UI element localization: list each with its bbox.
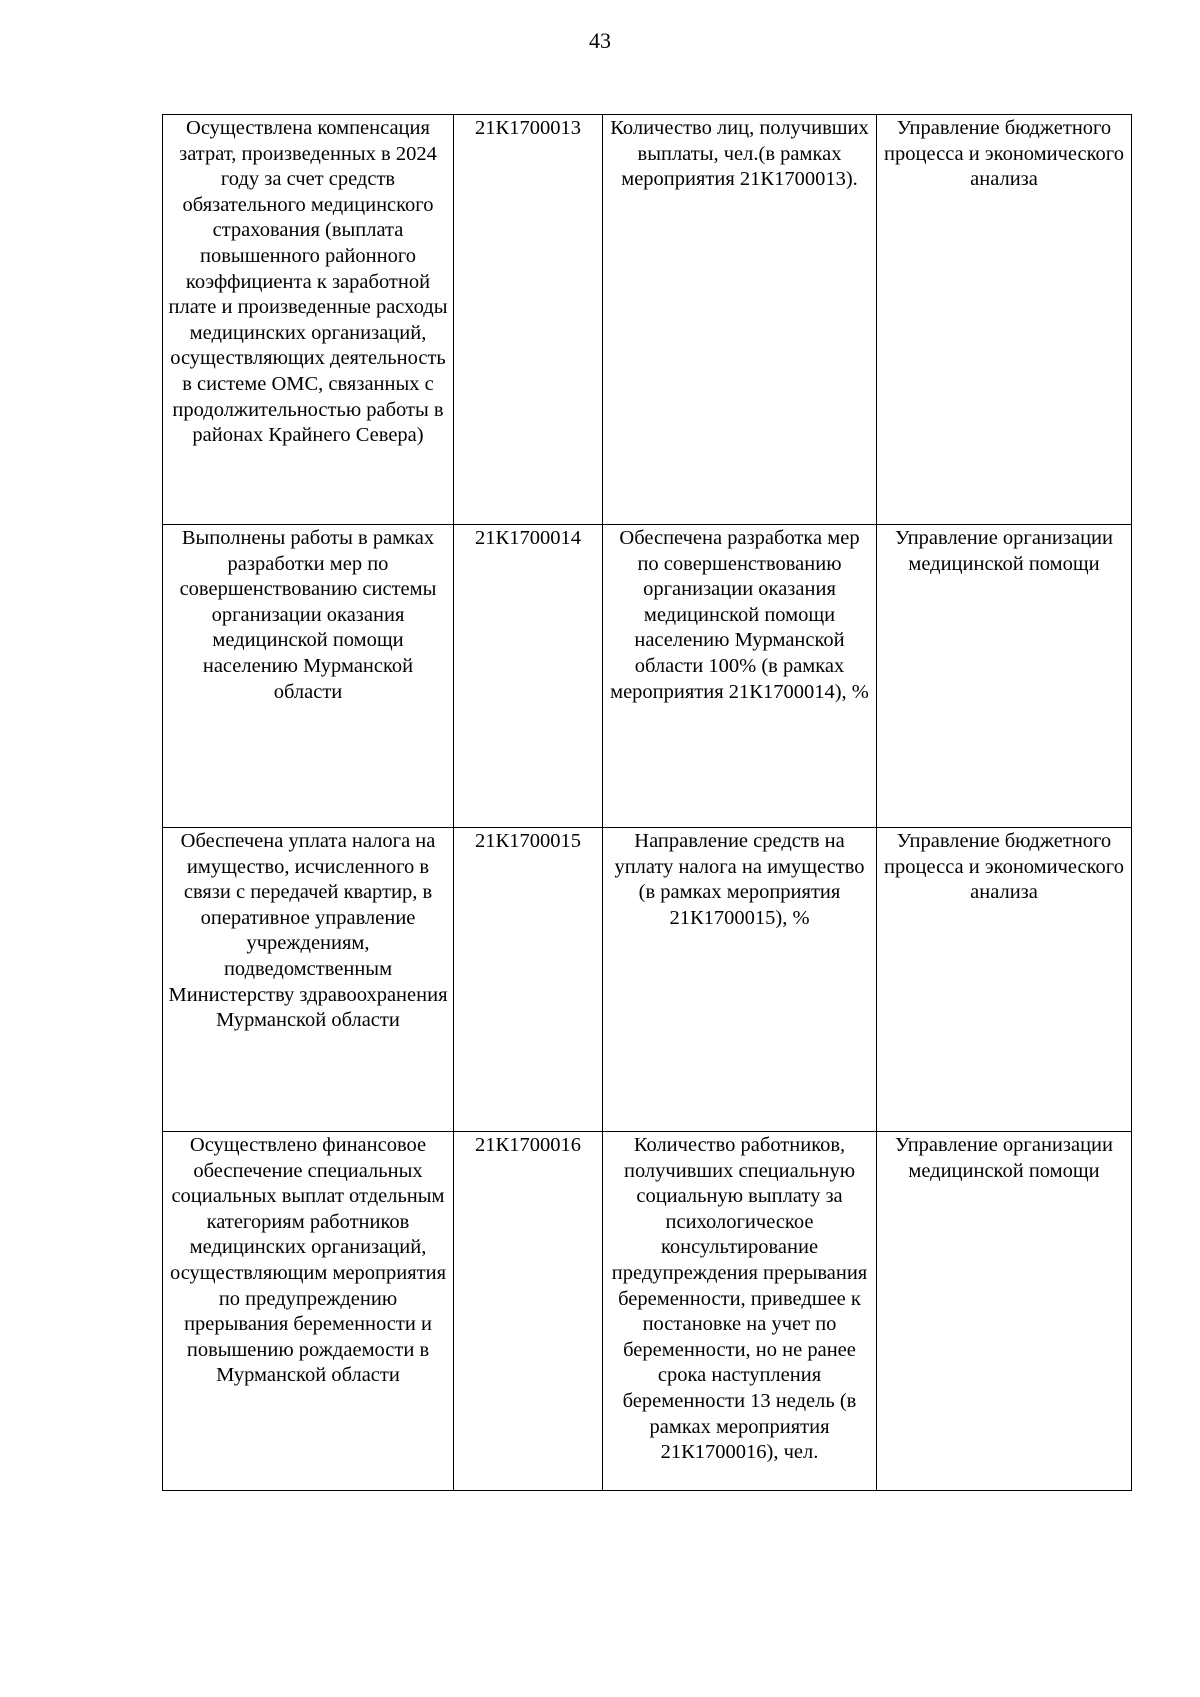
task-cell: Обеспечена уплата налога на имущество, исчисленного в связи с передачей квартир, в оперативное управление учреждениям, подведомственным Министерству здравоохранения Мурманской области [163,828,454,1132]
responsible-cell: Управление бюджетного процесса и экономического анализа [877,828,1132,1132]
code-cell: 21К1700016 [454,1132,603,1491]
code-cell: 21К1700013 [454,115,603,525]
responsible-cell: Управление организации медицинской помощи [877,1132,1132,1491]
code-cell: 21К1700014 [454,525,603,828]
responsible-cell: Управление бюджетного процесса и экономического анализа [877,115,1132,525]
table-row [163,1132,1132,1491]
task-cell: Осуществлено финансовое обеспечение специальных социальных выплат отдельным категориям работников медицинских организаций, осуществляющим мероприятия по предупреждению прерывания беременности и повышению рождаемости в Мурманской области [163,1132,454,1491]
indicator-cell: Количество работников, получивших специальную социальную выплату за психологическое консультирование предупреждения прерывания беременности, приведшее к постановке на учет по беременности, но не ранее срока наступления беременности 13 недель (в рамках мероприятия 21К1700016), чел. [603,1132,877,1491]
task-cell: Выполнены работы в рамках разработки мер по совершенствованию системы организации оказания медицинской помощи населению Мурманской области [163,525,454,828]
table-row [163,525,1132,828]
measures-table [162,114,1132,1491]
code-cell: 21К1700015 [454,828,603,1132]
table-row [163,828,1132,1132]
task-cell: Осуществлена компенсация затрат, произведенных в 2024 году за счет средств обязательного медицинского страхования (выплата повышенного районного коэффициента к заработной плате и произведенные расходы медицинских организаций, осуществляющих деятельность в системе ОМС, связанных с продолжительностью работы в районах Крайнего Севера) [163,115,454,525]
indicator-cell: Обеспечена разработка мер по совершенствованию организации оказания медицинской помощи населению Мурманской области 100% (в рамках мероприятия 21К1700014), % [603,525,877,828]
table-row [163,115,1132,525]
responsible-cell: Управление организации медицинской помощи [877,525,1132,828]
indicator-cell: Количество лиц, получивших выплаты, чел.(в рамках мероприятия 21К1700013). [603,115,877,525]
indicator-cell: Направление средств на уплату налога на имущество (в рамках мероприятия 21К1700015), % [603,828,877,1132]
page-number: 43 [589,28,611,53]
